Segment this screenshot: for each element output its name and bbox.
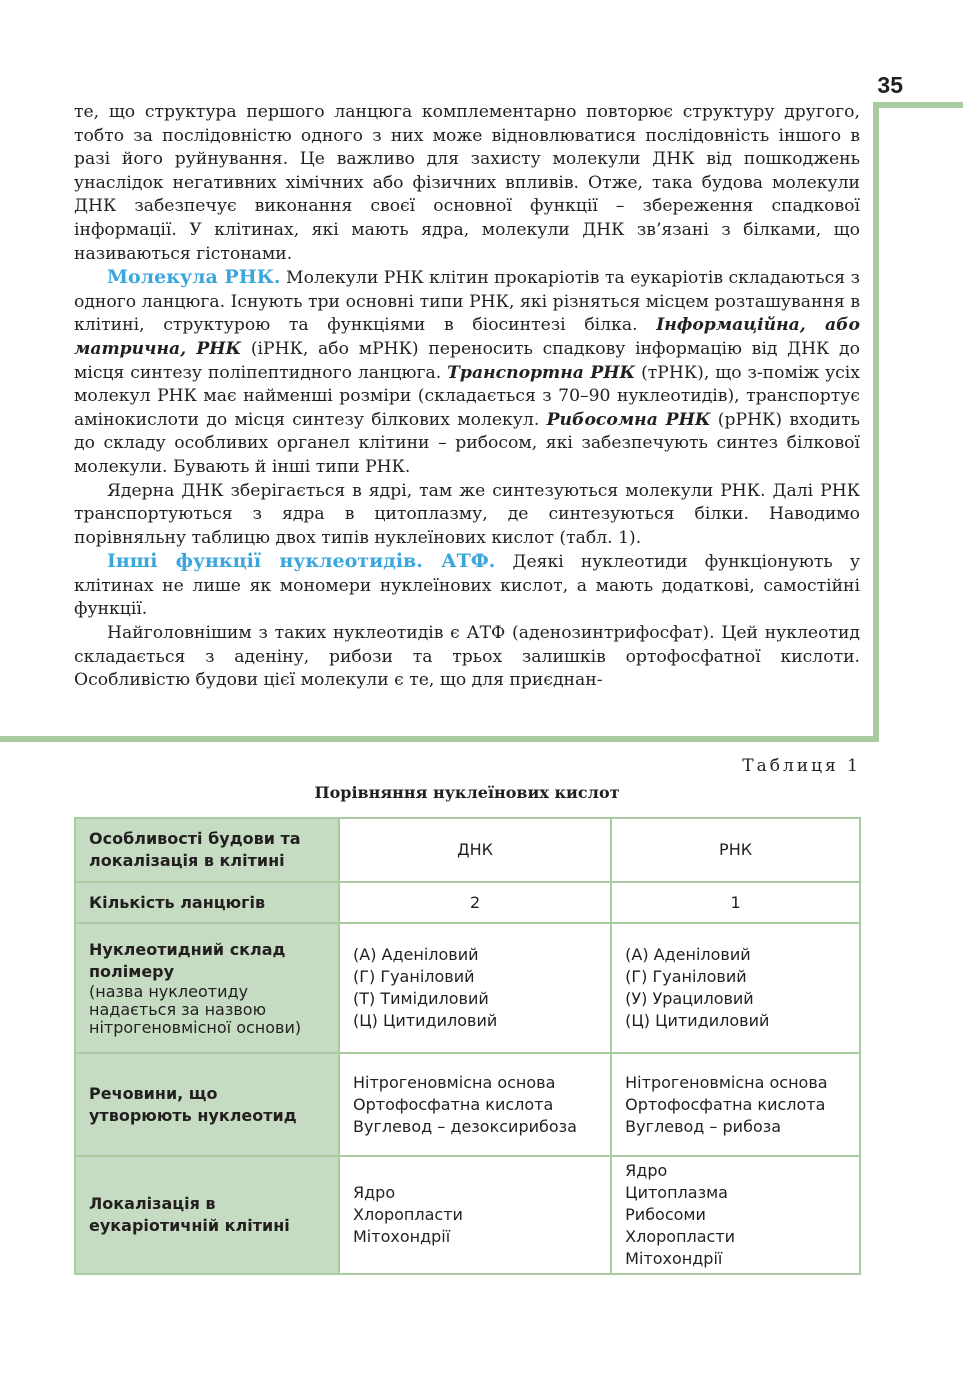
list-item: Ядро [353,1183,396,1202]
substances-label-cell: Речовини, що утворюють нуклеотид [75,1053,339,1156]
atp-text-a: Деякі нуклеотиди функціонують у клітинах не лише як мономери нуклеїнових кислот, а мають додаткові, самостійні функції. [74,552,860,620]
list-item: Ядро [625,1161,668,1180]
header-dna-cell: ДНК [339,818,611,882]
term-mrna: Інформаційна, або матрична, РНК [74,315,860,359]
table-row [75,1053,860,1156]
table-row [75,882,860,923]
list-item: Ортофосфатна кислота [353,1094,554,1114]
rna-text-c: (тРНК), що з-поміж усіх молекул РНК має найменші розміри (складається з 70–90 нуклеотидів), транспортує амінокислоти до місця синтезу білкових молекул. [74,362,860,430]
list-item: Хлоропласти [625,1227,736,1246]
list-item: (А) Аденіловий [353,945,479,964]
list-item: Рибосоми [625,1205,706,1224]
list-item: (Т) Тимідиловий [353,989,489,1008]
list-item: (Г) Гуаніловий [625,967,747,986]
list-item: (Ц) Цитидиловий [625,1011,770,1030]
rna-text-a: Молекули РНК клітин прокаріотів та еукаріотів складаються з одного ланцюга. Існують три основні типи РНК, які різняться місцем розташування в клітині, структурою та функціями в біосинтезі білка. [74,268,860,336]
header-feature-cell: Особливості будови та локалізація в клітині [75,818,339,882]
list-item: Ортофосфатна кислота [625,1094,826,1114]
paragraph-3: Ядерна ДНК зберігається в ядрі, там же синтезуються молекули РНК. Далі РНК транспортуються з ядра в цитоплазму, де синтезуються білки. Наводимо порівняльну таблицю двох типів нуклеїнових кислот (табл. 1). [74,480,860,548]
list-item: (А) Аденіловий [625,945,751,964]
frame-bottom-border [0,736,879,742]
chains-label-cell: Кількість ланцюгів [75,882,339,923]
chains-dna-cell: 2 [339,882,611,923]
body-text [74,101,860,693]
term-trna: Транспортна РНК [447,362,636,383]
composition-note: (назва нуклеотиду надається за назвою нітрогеновмісної основи) [89,982,302,1037]
list-item: Цитоплазма [625,1183,728,1202]
paragraph-atp [74,550,860,622]
frame-right-border [873,102,879,742]
table-row [75,1156,860,1274]
list-item: Мітохондрії [353,1227,451,1246]
list-item: Хлоропласти [353,1205,463,1224]
paragraph-5: Найголовнішим з таких нуклеотидів є АТФ (аденозинтрифосфат). Цей нуклеотид складається з аденіну, рибози та трьох залишків ортофосфатної кислоти. Особливістю будови цієї молекули є те, що для приєднан- [74,623,860,691]
paragraph-rna [74,266,860,479]
localization-dna-cell [339,1156,611,1274]
table-title: Порівняння нуклеїнових кислот [314,783,620,802]
table-caption: Таблиця 1 [742,756,861,776]
table-row [75,923,860,1053]
composition-label-cell [75,923,339,1053]
table-row [75,818,860,882]
list-item: (Ц) Цитидиловий [353,1011,498,1030]
composition-rna-cell [611,923,860,1053]
composition-label: Нуклеотидний склад полімеру [89,940,286,981]
list-item: (У) Урациловий [625,989,754,1008]
substances-rna-cell [611,1053,860,1156]
localization-rna-cell [611,1156,860,1274]
rna-text-d: (рРНК) входить до складу особливих органел клітини – рибосом, які забезпечують синтез білкової молекули. Бувають й інші типи РНК. [74,409,861,477]
substances-dna-cell [339,1053,611,1156]
list-item: (Г) Гуаніловий [353,967,475,986]
list-item: Мітохондрії [625,1249,723,1268]
composition-dna-cell [339,923,611,1053]
frame-top-border [873,102,963,108]
list-item: Нітрогеновмісна основа [625,1072,828,1092]
comparison-table [74,817,861,1275]
list-item: Нітрогеновмісна основа [353,1072,556,1092]
header-rna-cell: РНК [611,818,860,882]
list-item: Вуглевод – рибоза [625,1116,782,1136]
chains-rna-cell: 1 [611,882,860,923]
paragraph-1: те, що структура першого ланцюга комплементарно повторює структуру другого, тобто за послідовністю одного з них може відновлюватися послідовність іншого в разі його руйнування. Це важливо для захисту молекули ДНК від пошкоджень унаслідок негативних хімічних або фізичних впливів. Отже, така будова молекули ДНК забезпечує виконання своєї основної функції – збереження спадкової інформації. У клітинах, які мають ядра, молекули ДНК зв’язані з білками, що називаються гістонами. [74,102,860,264]
term-rrna: Рибосомна РНК [546,409,711,430]
list-item: Вуглевод – дезоксирибоза [353,1116,577,1136]
rna-text-b: (іРНК, або мРНК) переносить спадкову інформацію від ДНК до місця синтезу поліпептидного ланцюга. [74,338,860,383]
heading-rna: Молекула РНК. [107,266,281,289]
localization-label-cell: Локалізація в еукаріотичній клітині [75,1156,339,1274]
page-number: 35 [877,72,903,98]
heading-atp: Інші функції нуклеотидів. АТФ. [107,550,496,573]
